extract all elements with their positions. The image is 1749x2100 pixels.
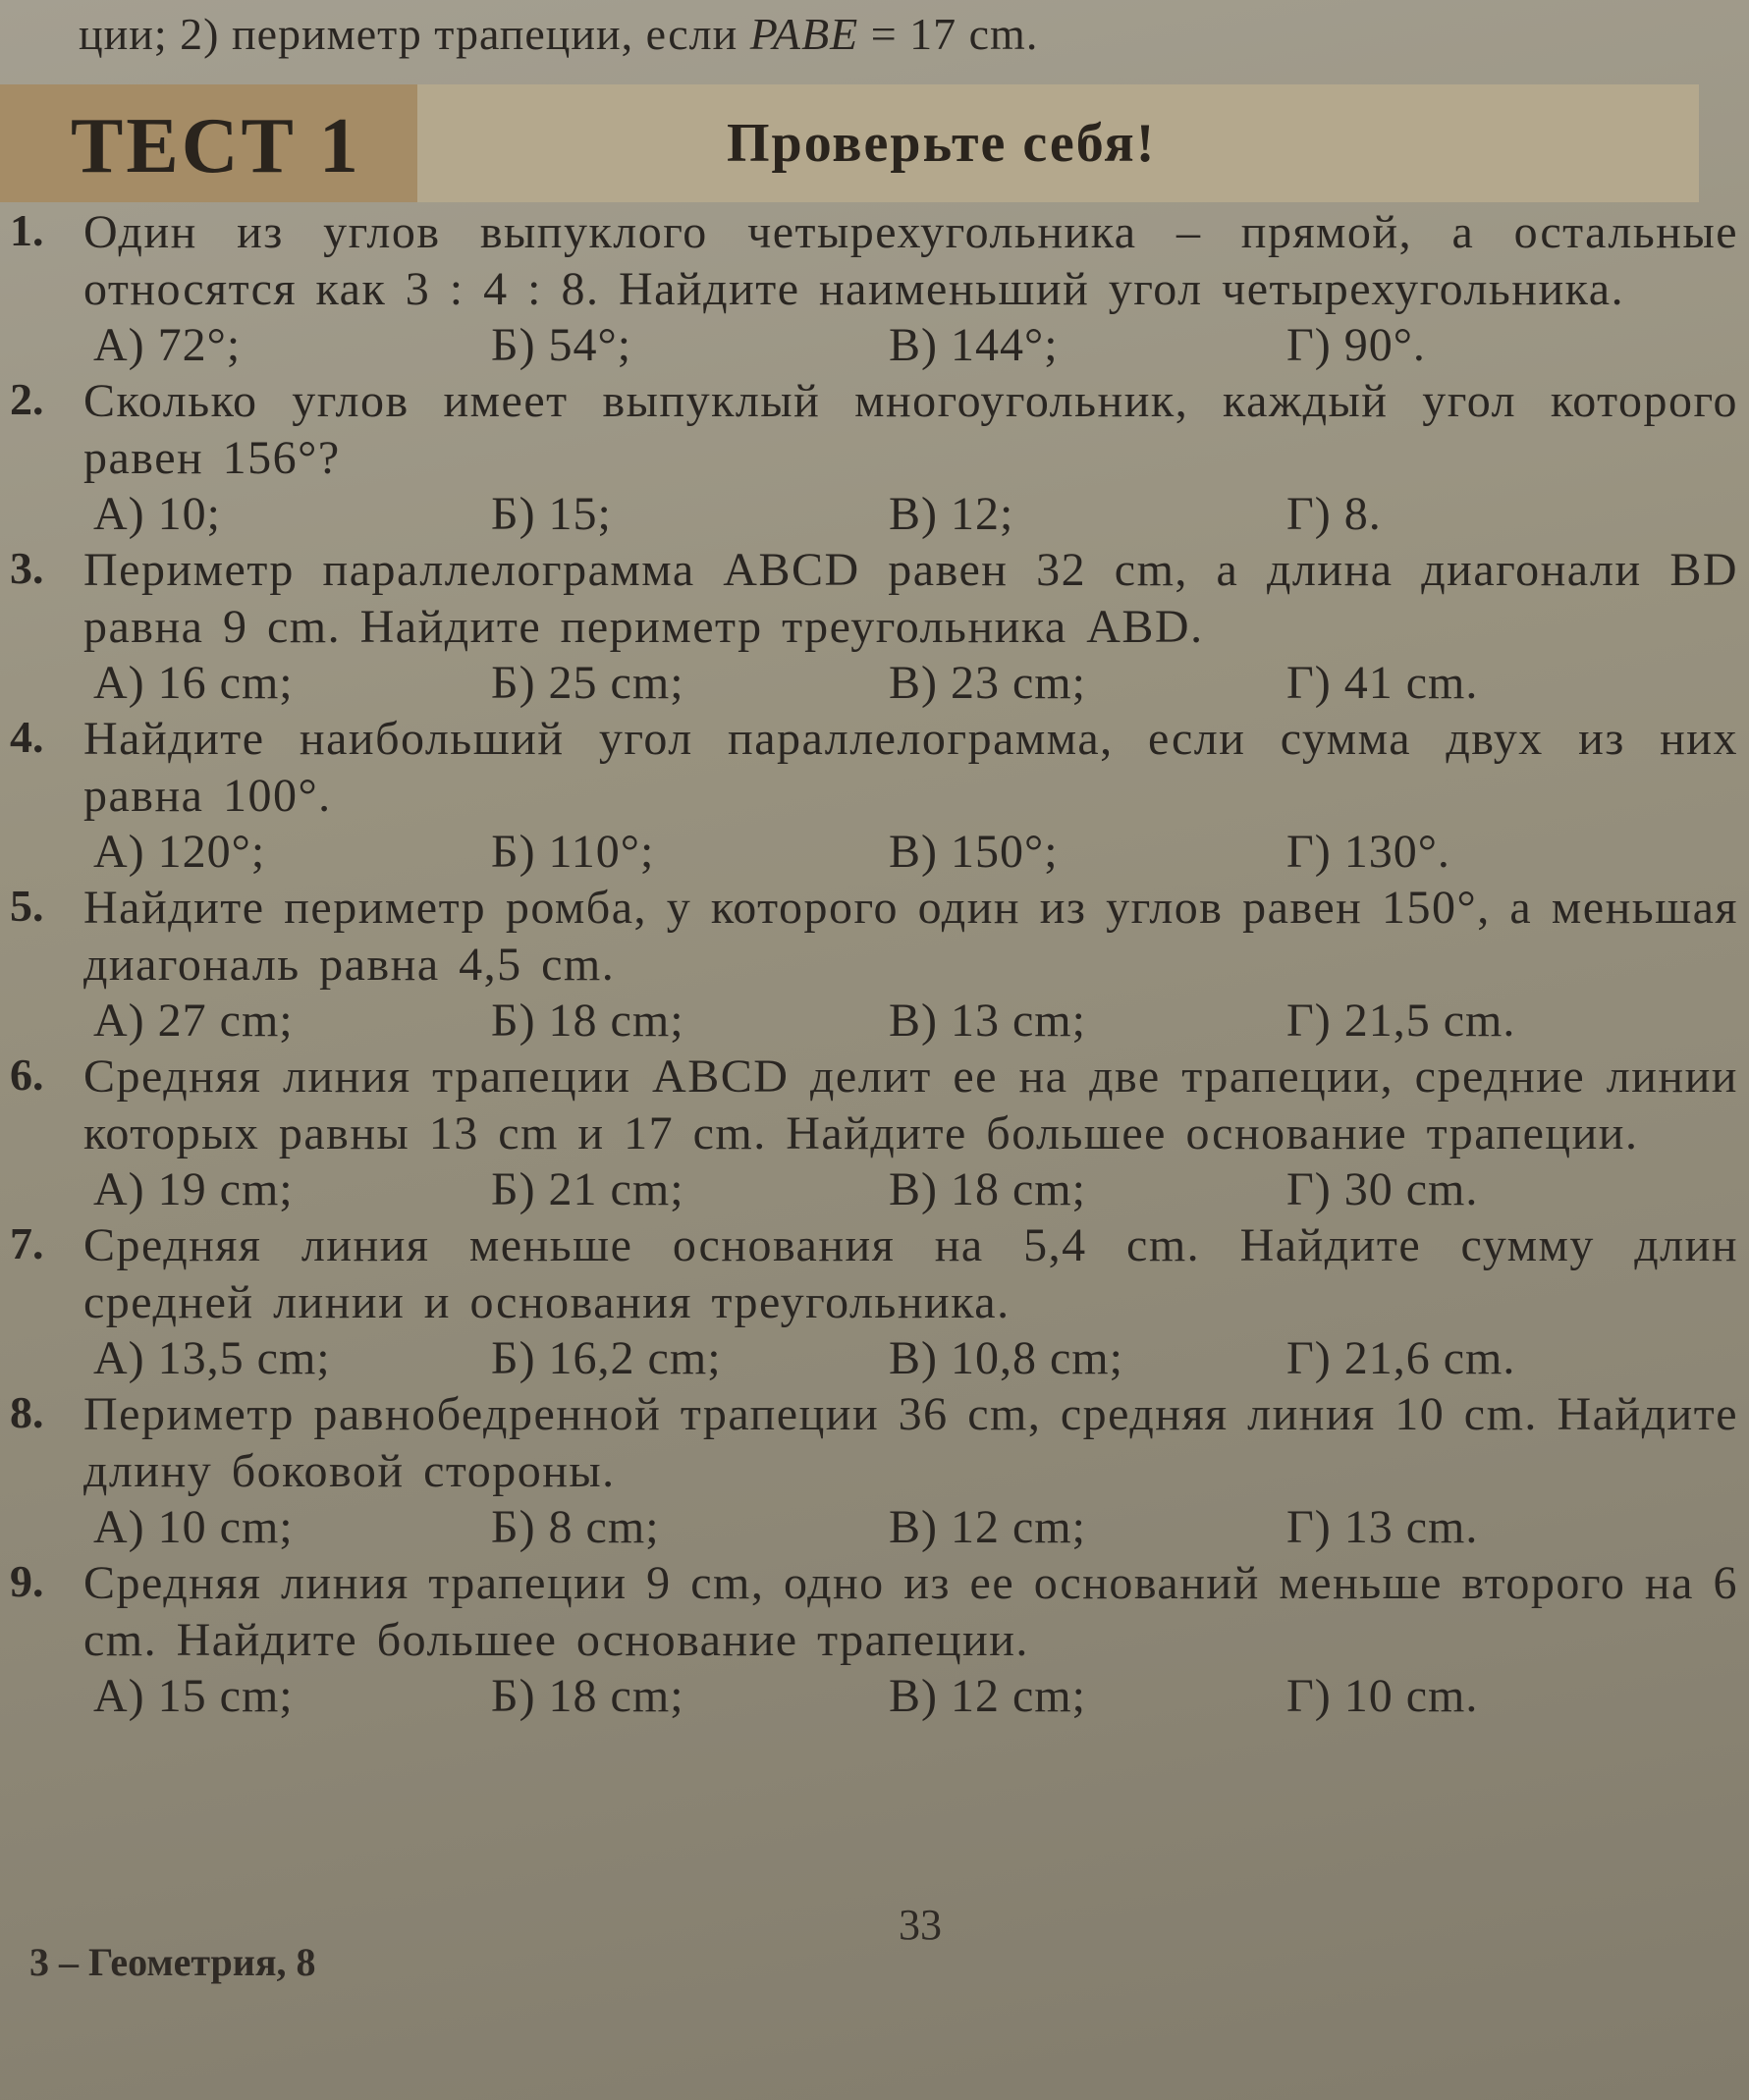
answer-option: Г) 130°. — [1286, 826, 1450, 878]
question-text: Средняя линия трапеции 9 cm, одно из ее оснований меньше второго на 6 cm. Найдите большее основание трапеции. — [83, 1557, 1738, 1666]
question-item — [10, 1049, 1738, 1217]
answer-options — [83, 1500, 1738, 1555]
question-text: Сколько углов имеет выпуклый многоугольник, каждый угол которого равен 156°? — [83, 375, 1738, 484]
answer-option: Г) 41 cm. — [1286, 657, 1479, 709]
question-item — [10, 1555, 1738, 1724]
answer-option: Б) 18 cm; — [491, 1670, 684, 1722]
page-number: 33 — [899, 1901, 942, 1949]
question-text: Найдите периметр ромба, у которого один из углов равен 150°, а меньшая диагональ равна 4,5 cm. — [83, 882, 1738, 991]
answer-option: А) 10; — [93, 488, 221, 540]
question-number: 8. — [10, 1387, 44, 1437]
question-number: 5. — [10, 881, 44, 931]
previous-task-variable: PABE — [749, 9, 859, 59]
answer-options — [83, 825, 1738, 880]
question-item — [10, 204, 1738, 373]
answer-option: В) 18 cm; — [889, 1163, 1086, 1215]
answer-option: Г) 13 cm. — [1286, 1501, 1479, 1553]
answer-option: А) 19 cm; — [93, 1163, 294, 1215]
question-item — [10, 1386, 1738, 1555]
answer-option: А) 27 cm; — [93, 995, 294, 1047]
previous-task-tail — [79, 8, 1038, 60]
answer-option: Б) 25 cm; — [491, 657, 684, 709]
question-number: 3. — [10, 543, 44, 593]
question-item — [10, 880, 1738, 1049]
answer-option: В) 12; — [889, 488, 1014, 540]
answer-option: А) 10 cm; — [93, 1501, 294, 1553]
test-title: ТЕСТ 1 — [71, 103, 361, 189]
question-number: 1. — [10, 205, 44, 255]
answer-option: А) 13,5 cm; — [93, 1332, 331, 1384]
answer-options — [83, 994, 1738, 1049]
answer-options — [83, 1331, 1738, 1386]
previous-task-text: ции; 2) периметр трапеции, если — [79, 9, 750, 59]
answer-option: А) 72°; — [93, 319, 242, 371]
question-number: 7. — [10, 1218, 44, 1268]
answer-option: Б) 8 cm; — [491, 1501, 660, 1553]
answer-option: Б) 21 cm; — [491, 1163, 684, 1215]
answer-option: Б) 15; — [491, 488, 612, 540]
answer-option: В) 150°; — [889, 826, 1059, 878]
answer-option: Б) 18 cm; — [491, 995, 684, 1047]
question-item — [10, 711, 1738, 880]
previous-task-value: = 17 cm. — [858, 9, 1039, 59]
answer-option: В) 144°; — [889, 319, 1059, 371]
question-text: Один из углов выпуклого четырехугольника – прямой, а остальные относятся как 3 : 4 : 8. Найдите наименьший угол четырехугольника. — [83, 206, 1738, 315]
answer-option: А) 16 cm; — [93, 657, 294, 709]
answer-option: В) 23 cm; — [889, 657, 1086, 709]
answer-option: Б) 16,2 cm; — [491, 1332, 722, 1384]
answer-options — [83, 1669, 1738, 1724]
answer-option: Г) 21,5 cm. — [1286, 995, 1516, 1047]
answer-option: Г) 21,6 cm. — [1286, 1332, 1516, 1384]
question-number: 6. — [10, 1050, 44, 1100]
answer-option: А) 120°; — [93, 826, 266, 878]
answer-option: А) 15 cm; — [93, 1670, 294, 1722]
answer-options — [83, 487, 1738, 542]
book-footer: 3 – Геометрия, 8 — [29, 1940, 316, 1984]
answer-option: В) 12 cm; — [889, 1670, 1086, 1722]
test-header-banner — [0, 84, 1699, 202]
answer-option: Б) 110°; — [491, 826, 655, 878]
answer-options — [83, 1162, 1738, 1217]
question-number: 4. — [10, 712, 44, 762]
answer-option: Г) 8. — [1286, 488, 1382, 540]
question-text: Средняя линия трапеции ABCD делит ее на две трапеции, средние линии которых равны 13 cm и 17 cm. Найдите большее основание трапеции. — [83, 1050, 1738, 1159]
answer-option: Г) 30 cm. — [1286, 1163, 1479, 1215]
question-item — [10, 1217, 1738, 1386]
question-item — [10, 542, 1738, 711]
question-text: Средняя линия меньше основания на 5,4 cm. Найдите сумму длин средней линии и основания треугольника. — [83, 1219, 1738, 1328]
question-list — [0, 204, 1749, 1724]
answer-option: Б) 54°; — [491, 319, 632, 371]
answer-option: В) 10,8 cm; — [889, 1332, 1123, 1384]
answer-option: В) 13 cm; — [889, 995, 1086, 1047]
answer-options — [83, 318, 1738, 373]
question-number: 9. — [10, 1556, 44, 1606]
question-text: Периметр равнобедренной трапеции 36 cm, средняя линия 10 cm. Найдите длину боковой стороны. — [83, 1388, 1738, 1497]
answer-option: В) 12 cm; — [889, 1501, 1086, 1553]
answer-options — [83, 656, 1738, 711]
answer-option: Г) 10 cm. — [1286, 1670, 1479, 1722]
question-text: Найдите наибольший угол параллелограмма, если сумма двух из них равна 100°. — [83, 713, 1738, 822]
test-subtitle: Проверьте себя! — [727, 113, 1157, 174]
answer-option: Г) 90°. — [1286, 319, 1426, 371]
question-item — [10, 373, 1738, 542]
question-number: 2. — [10, 374, 44, 424]
question-text: Периметр параллелограмма ABCD равен 32 cm, а длина диагонали BD равна 9 cm. Найдите периметр треугольника ABD. — [83, 544, 1738, 653]
